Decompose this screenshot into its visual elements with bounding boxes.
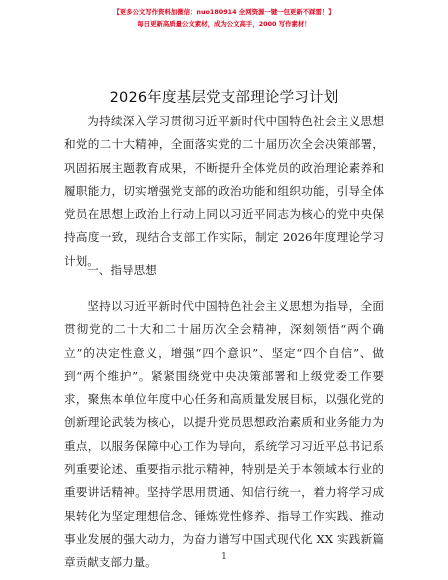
page-number: 1 [221,552,227,562]
section-heading-guiding-ideology: 一、指导思想 [87,263,157,277]
promo-banner [0,6,448,30]
guiding-ideology-paragraph: 坚持以习近平新时代中国特色社会主义思想为指导，全面贯彻党的二十大和二十届历次全会精神，深刻领悟“两个确立”的决定性意义，增强“四个意识”、坚定“四个自信”、做到“两个维护”。紧紧围绕党中央决策部署和上级党委工作要求，聚焦本单位年度中心任务和高质量发展目标，以强化党的创新理论武装为核心，以提升党员思想政治素质和业务能力为重点，以服务保障中心工作为导向，系统学习习近平总书记系列重要论述、重要指示批示精神，特别是关于本领域本行业的重要讲话精神。坚持学思用贯通、知信行统一，着力将学习成果转化为坚定理想信念、锤炼党性修养、指导工作实践、推动事业发展的强大动力，为奋力谱写中国式现代化 XX 实践新篇章贡献支部力量。 [64,299,384,570]
document-title: 2026年度基层党支部理论学习计划 [109,90,339,106]
promo-banner-line-1: 【更多公文写作资料加微信：nuo180914 全网资源一键一包更新不踩雷！】 [113,8,335,16]
intro-paragraph: 为持续深入学习贯彻习近平新时代中国特色社会主义思想和党的二十大精神，全面落实党的二十届历次全会决策部署，巩固拓展主题教育成果，不断提升全体党员的政治理论素养和履职能力，切实增强党支部的政治功能和组织功能，引导全体党员在思想上政治上行动上同以习近平同志为核心的党中央保持高度一致，现结合支部工作实际，制定 2026年度理论学习计划。 [64,114,384,268]
promo-banner-line-2: 每日更新高质量公文素材，成为公文高手，2000 写作素材！ [137,20,311,28]
